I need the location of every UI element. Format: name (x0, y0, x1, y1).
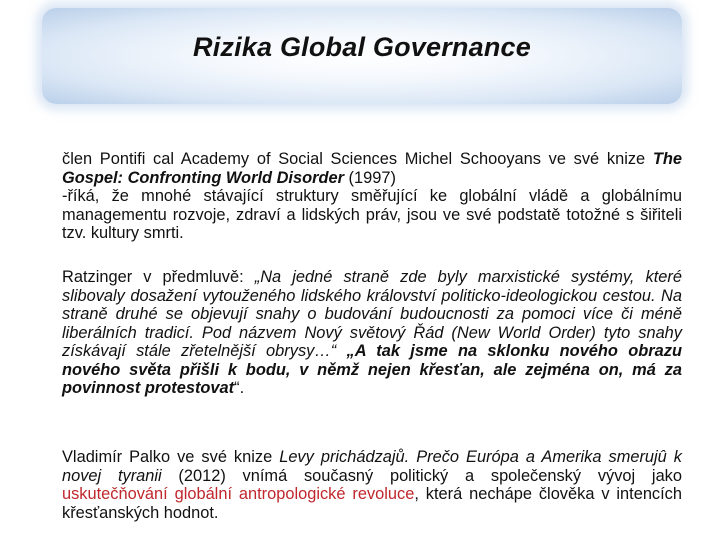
paragraph-palko (62, 448, 682, 522)
paragraph-palko-text-b: (2012) vnímá současný politický a společenský vývoj jako (161, 466, 682, 485)
paragraph-ratzinger-text-a: Ratzinger v předmluvě: (62, 268, 255, 286)
paragraph-palko-text-a: Vladimír Palko ve své knize (62, 448, 280, 466)
slide-title: Rizika Global Governance (193, 32, 531, 62)
highlight-revolution: uskutečňování globální antropologické revoluce (62, 485, 415, 503)
ratzinger-quote-bold: „A tak jsme na sklonku nového obrazu nového světa přišli k bodu, v němž nejen křesťan, ale zejména on, má za povinnost protestovat (62, 342, 682, 397)
paragraph-palko-text-c: , která nechápe člověka v intencích křesťanských hodnot. (62, 485, 682, 522)
paragraph-schooyans (62, 150, 682, 243)
paragraph-ratzinger-text-end: “. (234, 379, 245, 397)
book-title-levy: Levy prichádzajů. Prečo Európa a Amerika smerujû k novej tyranii (62, 448, 682, 485)
paragraph-schooyans-text-c: -říká, že mnohé stávající struktury směřující ke globální vládě a globálnímu managementu rozvoje, zdraví a lidských práv, jsou ve své podstatě totožné s šiřiteli tzv. kultury smrti. (62, 187, 682, 242)
paragraph-schooyans-text-b: (1997) (343, 168, 396, 187)
book-title-gospel: The Gospel: Confronting World Disorder (62, 150, 682, 187)
paragraph-ratzinger (62, 268, 682, 398)
paragraph-schooyans-text-a: člen Pontifi cal Academy of Social Sciences Michel Schooyans ve své knize (62, 150, 653, 168)
ratzinger-quote-italic: „Na jedné straně zde byly marxistické systémy, které slibovaly dosažení vytouženého lidského království politicko-ideologickou cestou. Na straně druhé se objevují snahy o budování budoucnosti za pomoci více či méně liberálních tradicí. Pod názvem Nový světový Řád (New World Order) tyto snahy získávají stále zřetelnější obrysy…“ (62, 268, 682, 360)
